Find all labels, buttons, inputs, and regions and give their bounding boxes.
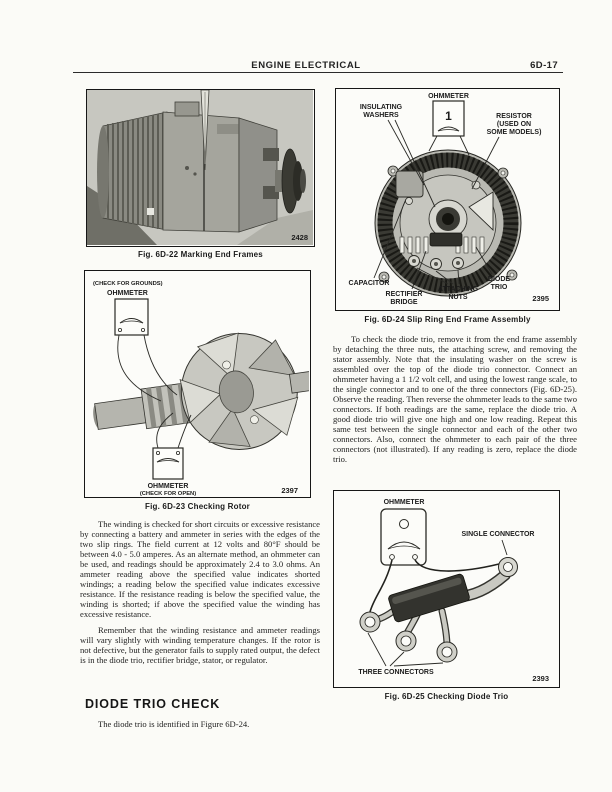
ohmmeter-scale-value: 1 [445, 109, 452, 123]
alternator-fins [97, 112, 167, 230]
figure-6d24-caption: Fig. 6D-24 Slip Ring End Frame Assembly [364, 315, 531, 324]
diode-trio-label-line1: DIODE [487, 276, 511, 283]
photo-number-2428: 2428 [291, 233, 308, 242]
figure-6d23-checking-rotor [84, 270, 311, 498]
left-column-text [80, 519, 320, 665]
slip-ring-end-frame-drawing [336, 89, 558, 309]
page-title: ENGINE ELECTRICAL [251, 60, 361, 71]
rotor-assembly [85, 319, 309, 469]
figure-6d25-caption: Fig. 6D-25 Checking Diode Trio [384, 692, 509, 701]
resistor-label-line1: RESISTOR [496, 113, 532, 120]
figure-6d22-marking-end-frames [86, 89, 315, 247]
end-frame-assembly [375, 150, 521, 296]
ohmmeter-lead-right [415, 560, 499, 571]
photo-number-2395: 2395 [532, 294, 549, 303]
ohmmeter-label-6d25: OHMMETER [383, 499, 425, 506]
attaching-nuts-label-line1: ATTACHING [437, 286, 479, 293]
page-number: 6D-17 [530, 60, 558, 71]
right-column-text [333, 334, 577, 464]
ohmmeter-lead-left [370, 560, 392, 612]
three-connectors-label: THREE CONNECTORS [358, 669, 434, 676]
winding-resistance-note-paragraph: Remember that the winding resistance and ammeter readings will vary slightly with winding temperature changes. If the rotor is not defective, but the generator fails to supply rated output, the defect is in the diode trio, rectifier bridge, stator, or regulator. [80, 625, 320, 665]
insulating-washers-label-line2: WASHERS [363, 112, 399, 119]
check-for-grounds-label: (CHECK FOR GROUNDS) [93, 281, 163, 287]
ohmmeter-6d25 [381, 509, 426, 565]
figure-6d22-caption: Fig. 6D-22 Marking End Frames [138, 250, 263, 259]
figure-6d25-checking-diode-trio [333, 490, 560, 688]
ohmmeter-bottom-label: OHMMETER [147, 483, 189, 490]
diode-trio-identified-paragraph: The diode trio is identified in Figure 6D-24. [98, 719, 250, 729]
rectifier-bridge-label-line1: RECTIFIER [385, 291, 423, 298]
check-for-open-label: (CHECK FOR OPEN) [139, 491, 197, 496]
attaching-nuts-label-line2: NUTS [448, 294, 468, 301]
resistor-label-line2: (USED ON [496, 121, 532, 128]
single-connector-label: SINGLE CONNECTOR [461, 531, 535, 538]
resistor-label-line3: SOME MODELS) [486, 129, 542, 136]
rectifier-bridge-label-line2: BRIDGE [390, 299, 418, 306]
insulating-washers-label-line1: INSULATING [359, 104, 403, 111]
figure-6d24-slip-ring-end-frame [335, 88, 560, 311]
ohmmeter-top-label: OHMMETER [107, 290, 148, 297]
diode-trio-label-line2: TRIO [490, 284, 508, 291]
photo-number-2393: 2393 [532, 674, 549, 683]
diode-trio-drawing [334, 491, 558, 686]
alternator-photo [87, 90, 313, 245]
photo-number-2397: 2397 [281, 486, 298, 495]
rotor-drawing [85, 271, 309, 496]
capacitor-label: CAPACITOR [348, 280, 390, 287]
diode-trio-check-heading: DIODE TRIO CHECK [85, 697, 221, 711]
winding-check-paragraph: The winding is checked for short circuits or excessive resistance by connecting a battery and ammeter in series with the edges of the two slip rings. The field current at 12 volts and 80°F should be between 4.0 - 5.0 amperes. As an alternate method, an ohmmeter can be used, and readings should be approximately 2.4 to 3.0 ohms. An ammeter reading above the specified value indicates shorted windings; a reading below the specified value indicates excessive resistance. If the resistance reading is below the specified value, the winding is shorted; if above the specified value the winding has excessive resistance. [80, 519, 320, 619]
ohmmeter-label-6d24: OHMMETER [428, 93, 469, 100]
ohmmeter-6d24 [429, 101, 469, 155]
diode-trio-check-text [80, 719, 320, 729]
figure-6d23-caption: Fig. 6D-23 Checking Rotor [144, 502, 250, 511]
header-rule [73, 72, 563, 73]
diode-trio-procedure-paragraph: To check the diode trio, remove it from the end frame assembly by detaching the three nuts, the attaching screw, and removing the stator assembly. Note that the insulating washer on the screw is assembled over the top of the diode trio connector. Connect an ohmmeter having a 1 1/2 volt cell, and using the lowest range scale, to the single connector and to one of the three connectors (Fig. 6D-25). Observe the reading. Then reverse the ohmmeter leads to the same two connectors. If both readings are the same, replace the diode trio. A good diode trio will give one high and one low reading. Repeat this same test between the single connector and each of the other two connectors. Also, connect the ohmmeter to each pair of the three connectors (not illustrated). If any reading is zero, replace the diode trio. [333, 334, 577, 464]
